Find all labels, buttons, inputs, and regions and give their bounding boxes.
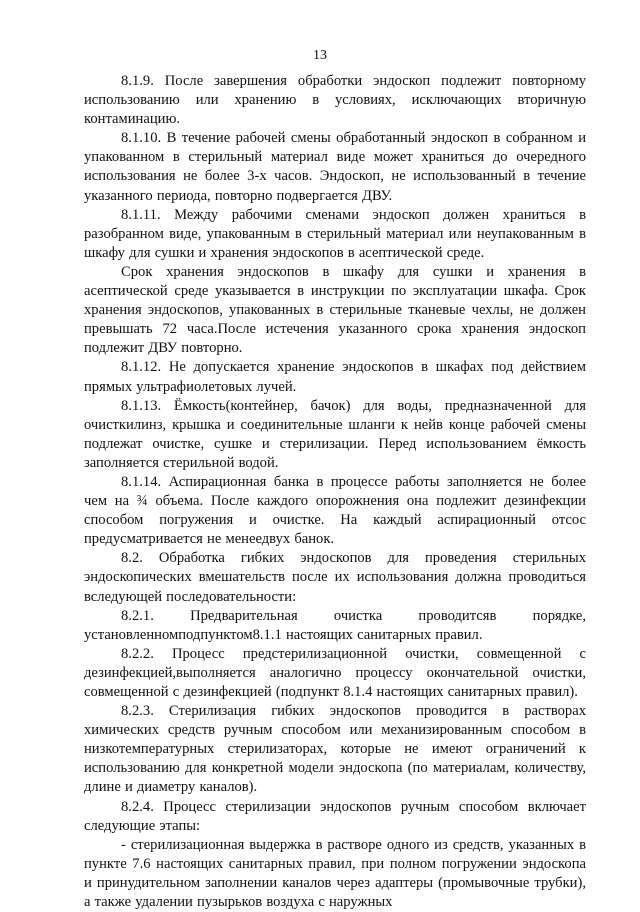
paragraph-8-1-14: 8.1.14. Аспирационная банка в процессе работы заполняется не более чем на ¾ объема. После каждого опорожнения она подлежит дезинфекции способом погружения и очистке. На каждый аспирационный отсос предусматривается не менеедвух банок.: [84, 473, 586, 548]
paragraph-storage-period: Срок хранения эндоскопов в шкафу для сушки и хранения в асептической среде указывается в инструкции по эксплуатации шкафа. Срок хранения эндоскопов, упакованных в стерильные тканевые чехлы, не должен превышать 72 часа.После истечения указанного срока хранения эндоскоп подлежит ДВУ повторно.: [84, 263, 586, 357]
paragraph-8-2-4: 8.2.4. Процесс стерилизации эндоскопов ручным способом включает следующие этапы:: [84, 798, 586, 834]
paragraph-8-1-10: 8.1.10. В течение рабочей смены обработанный эндоскоп в собранном и упакованном в стерильный материал виде может храниться до очередного использования не более 3-х часов. Эндоскоп, не использованный в течение указанного периода, повторно подвергается ДВУ.: [84, 130, 586, 204]
paragraph-list-item: - стерилизационная выдержка в растворе одного из средств, указанных в пункте 7.6 настоящих санитарных правил, при полном погружении эндоскопа и принудительном заполнении каналов через адаптеры (промывочные трубки), а также удалении пузырьков воздуха с наружных: [84, 836, 586, 911]
page-number: 13: [313, 48, 327, 63]
paragraph-8-2-3: 8.2.3. Стерилизация гибких эндоскопов проводится в растворах химических средств ручным способом или механизированным способом в низкотемпературных стерилизаторах, которые не имеют ограничений к использованию для конкретной модели эндоскопа (по материалам, количеству, длине и диаметру каналов).: [84, 703, 586, 796]
paragraph-8-1-9: 8.1.9. После завершения обработки эндоскоп подлежит повторному использованию или хранению в условиях, исключающих вторичную контаминацию.: [84, 73, 586, 128]
paragraph-8-1-12: 8.1.12. Не допускается хранение эндоскопов в шкафах под действием прямых ультрафиолетовых лучей.: [84, 359, 586, 395]
paragraph-8-1-13: 8.1.13. Ёмкость(контейнер, бачок) для воды, предназначенной для очисткилинз, крышка и соединительные шланги к нейв конце рабочей смены подлежат очистке, сушке и стерилизации. Перед использованием ёмкость заполняется стерильной водой.: [84, 397, 586, 471]
paragraph-8-2-1: 8.2.1. Предварительная очистка проводитсяв порядке, установленномподпунктом8.1.1 настоящих санитарных правил.: [84, 607, 586, 643]
paragraph-8-1-11: 8.1.11. Между рабочими сменами эндоскоп должен храниться в разобранном виде, упакованным в стерильный материал или неупакованным в шкафу для сушки и хранения эндоскопов в асептической среде.: [84, 206, 586, 261]
paragraph-8-2-2: 8.2.2. Процесс предстерилизационной очистки, совмещенной с дезинфекцией,выполняется аналогично процессу окончательной очистки, совмещенной с дезинфекцией (подпункт 8.1.4 настоящих санитарных правил).: [84, 645, 586, 700]
paragraph-8-2: 8.2. Обработка гибких эндоскопов для проведения стерильных эндоскопических вмешательств после их использования должна проводиться вследующей последовательности:: [84, 550, 586, 605]
document-body: [84, 72, 586, 912]
